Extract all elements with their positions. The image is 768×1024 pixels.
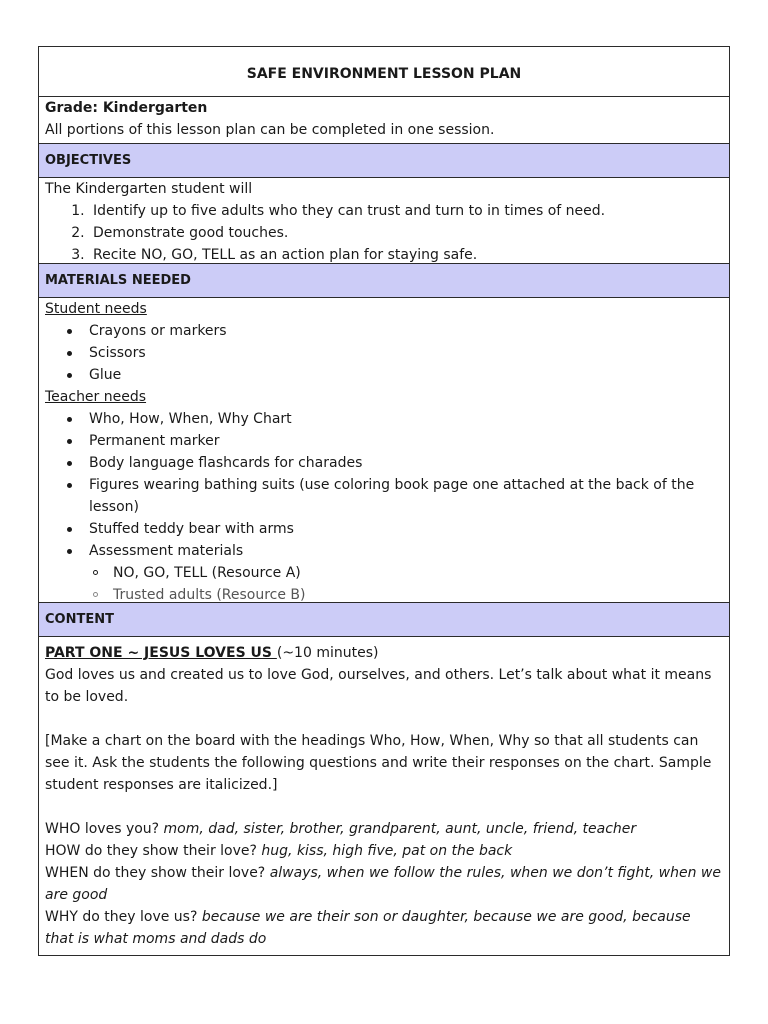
part-duration: (~10 minutes) (276, 645, 379, 661)
qa-line: WHY do they love us? because we are their son or daughter, because we are good, because that is what moms and dads do (45, 909, 691, 947)
student-needs-label: Student needs (45, 301, 147, 317)
bullet-icon (67, 439, 72, 444)
list-item: Assessment materials (67, 540, 723, 562)
content-paragraph: God loves us and created us to love God, ourselves, and others. Let’s talk about what it means to be loved. (45, 667, 712, 705)
content-section (39, 637, 729, 991)
bullet-icon (67, 483, 72, 488)
list-item: Glue (67, 364, 723, 386)
bullet-icon (67, 549, 72, 554)
list-item: Crayons or markers (67, 320, 723, 342)
teacher-needs-list (45, 408, 723, 562)
objective-item: 2. Demonstrate good touches. (89, 222, 723, 244)
materials-section (39, 298, 729, 603)
part-title: PART ONE ~ JESUS LOVES US (45, 645, 277, 661)
bullet-icon (67, 329, 72, 334)
lesson-plan-document (38, 46, 730, 956)
bullet-icon (67, 527, 72, 532)
content-header: CONTENT (39, 603, 729, 637)
list-item: NO, GO, TELL (Resource A) (93, 562, 723, 584)
bullet-icon (67, 351, 72, 356)
list-item: Scissors (67, 342, 723, 364)
list-item: Figures wearing bathing suits (use coloring book page one attached at the back of the lesson) (67, 474, 723, 518)
hollow-bullet-icon (93, 592, 98, 597)
list-item: Who, How, When, Why Chart (67, 408, 723, 430)
objective-item: 1. Identify up to five adults who they can trust and turn to in times of need. (89, 200, 723, 222)
bullet-icon (67, 461, 72, 466)
teacher-needs-label: Teacher needs (45, 389, 147, 405)
qa-line: WHO loves you? mom, dad, sister, brother, grandparent, aunt, uncle, friend, teacher (45, 821, 637, 837)
qa-line: WHEN do they show their love? always, when we follow the rules, when we don’t fight, when we are good (45, 865, 721, 903)
objectives-section (39, 178, 729, 264)
list-item: Permanent marker (67, 430, 723, 452)
hollow-bullet-icon (93, 570, 98, 575)
objectives-header: OBJECTIVES (39, 144, 729, 178)
objective-item: 3. Recite NO, GO, TELL as an action plan for staying safe. (89, 244, 723, 264)
materials-header: MATERIALS NEEDED (39, 264, 729, 298)
grade-label: Grade: Kindergarten (45, 100, 208, 116)
grade-section (39, 97, 729, 144)
list-item: Trusted adults (Resource B) (93, 584, 723, 603)
list-item: Body language flashcards for charades (67, 452, 723, 474)
content-paragraph: [Make a chart on the board with the headings Who, How, When, Why so that all students can see it. Ask the students the following questions and write their responses on the chart. Sample student responses are italicized.] (45, 733, 712, 793)
assessment-materials-list (45, 562, 723, 603)
qa-line: HOW do they show their love? hug, kiss, high five, pat on the back (45, 843, 513, 859)
bullet-icon (67, 417, 72, 422)
document-title: SAFE ENVIRONMENT LESSON PLAN (39, 47, 729, 97)
grade-note: All portions of this lesson plan can be completed in one session. (45, 122, 495, 138)
objectives-intro: The Kindergarten student will (45, 181, 253, 197)
objectives-list (45, 200, 723, 264)
bullet-icon (67, 373, 72, 378)
student-needs-list (45, 320, 723, 386)
list-item: Stuffed teddy bear with arms (67, 518, 723, 540)
part-heading (45, 642, 723, 664)
